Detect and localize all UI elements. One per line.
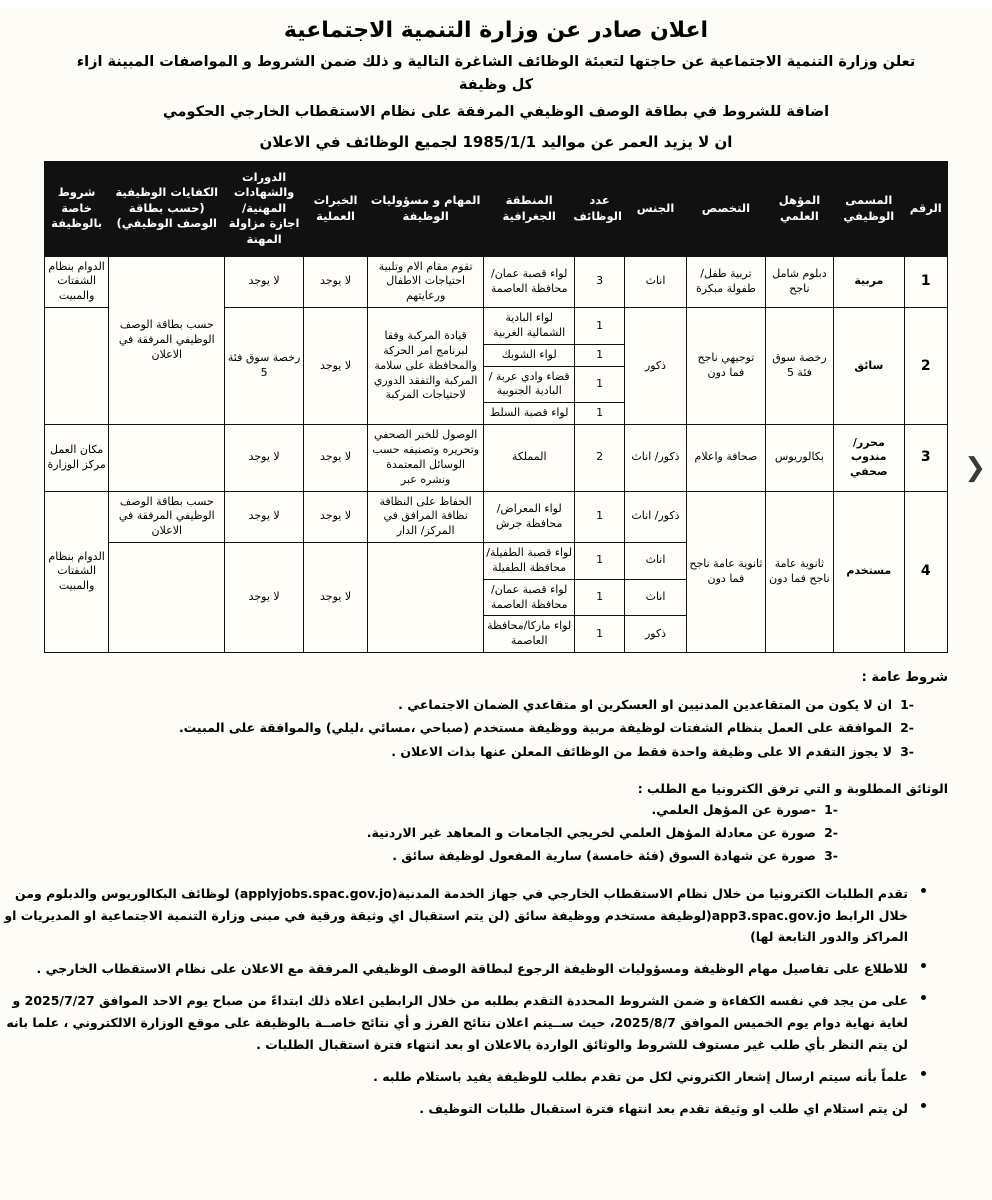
col-courses: الدورات والشهادات المهنية/اجازة مزاولة المهنة <box>225 161 304 256</box>
col-special-conditions: شروط خاصة بالوظيفة <box>45 161 109 256</box>
page-title: اعلان صادر عن وزارة التنمية الاجتماعية <box>283 18 709 43</box>
list-item <box>0 953 926 985</box>
list-item <box>44 821 838 844</box>
list-item <box>0 985 926 1061</box>
cell-gender: ذكور/ اناث <box>624 491 686 543</box>
table-row <box>45 425 948 491</box>
item-marker: -1 <box>824 801 838 817</box>
cell-vacancies: 1 <box>575 403 625 425</box>
cell-region: لواء قصبة عمان/محافظة العاصمة <box>484 256 575 308</box>
cell-region: لواء الشوبك <box>484 344 575 366</box>
item-text: الموافقة على العمل بنظام الشفتات لوظيفة مربية ووظيفة مستخدم (صباحي ،مسائي ،ليلي) والموافقة على المبيت. <box>178 720 892 736</box>
cell-vacancies: 1 <box>575 579 625 616</box>
col-job-title: المسمى الوظيفي <box>834 161 904 256</box>
jobs-table-wrapper <box>0 161 992 654</box>
item-marker: -1 <box>900 697 914 713</box>
cell-job-title: محرر/ مندوب صحفي <box>834 425 904 491</box>
cell-duties: تقوم مقام الام وتلبية احتياجات الاطفال ورعايتهم <box>368 256 484 308</box>
col-vacancies: عدد الوظائف <box>575 161 625 256</box>
item-text: لا يجوز التقدم الا على وظيفة واحدة فقط من الوظائف المعلن عنها بذات الاعلان . <box>391 743 892 759</box>
cell-region: قضاء وادي عربة /البادية الجنوبية <box>484 366 575 403</box>
cell-vacancies: 1 <box>575 308 625 345</box>
cell-experience: لا يوجد <box>303 491 367 543</box>
col-qualification: المؤهل العلمي <box>765 161 833 256</box>
cell-qualification: رخصة سوق فئة 5 <box>765 308 833 425</box>
list-item <box>44 740 914 763</box>
cell-gender: ذكور <box>624 308 686 425</box>
item-marker: -3 <box>900 743 914 759</box>
item-marker: -2 <box>900 720 914 736</box>
col-region: المنطقة الجغرافية <box>484 161 575 256</box>
item-text: لن يتم استلام اي طلب او وثيقة تقدم بعد انتهاء فترة استقبال طلبات التوظيف . <box>419 1100 908 1116</box>
list-item <box>44 693 914 716</box>
cell-courses: لا يوجد <box>225 425 304 491</box>
general-conditions-title: شروط عامة : <box>861 670 948 686</box>
bullet-icon <box>921 1103 926 1108</box>
item-text: -صورة عن المؤهل العلمي. <box>651 801 816 817</box>
cell-duties: قيادة المركبة وفقا لبرنامج امر الحركة والمحافظة على سلامة المركبة والتفقد الدوري لاحتياجات المركبة <box>368 308 484 425</box>
cell-region: المملكة <box>484 425 575 491</box>
cell-region: لواء قصبة عمان/محافظة العاصمة <box>484 579 575 616</box>
list-item <box>44 716 914 739</box>
top-spacer <box>0 0 992 8</box>
cell-vacancies: 1 <box>575 344 625 366</box>
list-item <box>44 798 838 821</box>
cell-number: 2 <box>904 308 947 425</box>
cell-number: 3 <box>904 425 947 491</box>
cell-gender: اناث <box>624 256 686 308</box>
cell-duties: الحفاظ على النظافة نظافة المرافق في المركز/ الدار <box>368 491 484 543</box>
cell-duties <box>368 543 484 653</box>
intro-line-2: اضافة للشروط في بطاقة الوصف الوظيفي المرفقة على نظام الاستقطاب الخارجي الحكومي <box>162 104 830 121</box>
cell-region: لواء البادية الشمالية الغربية <box>484 308 575 345</box>
cell-gender: ذكور/ اناث <box>624 425 686 491</box>
cell-region: لواء قصبة الطفيلة/ محافظة الطفيلة <box>484 543 575 580</box>
cell-specialty: توجيهي ناجح فما دون <box>687 308 766 425</box>
cell-courses: لا يوجد <box>225 256 304 308</box>
cell-competencies <box>109 425 225 491</box>
cell-experience: لا يوجد <box>303 256 367 308</box>
cell-vacancies: 3 <box>575 256 625 308</box>
intro-line-1: تعلن وزارة التنمية الاجتماعية عن حاجتها لتعبئة الوظائف الشاغرة التالية و ذلك ضمن الشروط و المواصفات المبينة ازاء كل وظيفة <box>76 54 916 94</box>
notes-bullet-list <box>0 878 992 1125</box>
cell-job-title: مستخدم <box>834 491 904 653</box>
cell-job-title: مربية <box>834 256 904 308</box>
cell-region: لواء قصبة السلط <box>484 403 575 425</box>
item-text: للاطلاع على تفاصيل مهام الوظيفة ومسؤوليات الوظيفة الرجوع لبطاقة الوصف الوظيفي المرفقة مع الاعلان على نظام الاستقطاب الخارجي . <box>36 961 908 977</box>
cell-experience: لا يوجد <box>303 425 367 491</box>
cell-number: 4 <box>904 491 947 653</box>
col-gender: الجنس <box>624 161 686 256</box>
table-row <box>45 491 948 543</box>
cell-special-conditions: مكان العمل مركز الوزارة <box>45 425 109 491</box>
cell-competencies: حسب بطاقة الوصف الوظيفي المرفقة في الاعلان <box>109 491 225 543</box>
cell-vacancies: 2 <box>575 425 625 491</box>
col-competencies: الكفايات الوظيفية (حسب بطاقة الوصف الوظيفي) <box>109 161 225 256</box>
cell-specialty: ثانوية عامة ناجح فما دون <box>687 491 766 653</box>
jobs-table <box>44 161 948 654</box>
item-text: صورة عن شهادة السوق (فئة خامسة) سارية المفعول لوظيفة سائق . <box>392 848 816 864</box>
item-text: صورة عن معادلة المؤهل العلمي لخريجي الجامعات و المعاهد غير الاردنية. <box>366 825 816 841</box>
cell-gender: اناث <box>624 543 686 580</box>
bullet-icon <box>921 995 926 1000</box>
col-specialty: التخصص <box>687 161 766 256</box>
cell-qualification: بكالوريوس <box>765 425 833 491</box>
general-conditions-section <box>0 653 992 769</box>
cell-special-conditions: الدوام بنظام الشفتات والمبيت <box>45 256 109 308</box>
cell-specialty: تربية طفل/ طفولة مبكرة <box>687 256 766 308</box>
item-marker: -2 <box>824 825 838 841</box>
cell-vacancies: 1 <box>575 366 625 403</box>
cell-courses: لا يوجد <box>225 543 304 653</box>
documents-title: الوثائق المطلوبة و التي ترفق الكترونيا مع الطلب : <box>637 780 948 796</box>
cell-region: لواء المعراض/محافظة جرش <box>484 491 575 543</box>
col-duties: المهام و مسؤوليات الوظيفة <box>368 161 484 256</box>
bullet-icon <box>921 963 926 968</box>
documents-section <box>0 798 992 868</box>
scroll-left-arrow-icon[interactable]: ❮ <box>964 453 986 483</box>
item-text: تقدم الطلبات الكترونيا من خلال نظام الاستقطاب الخارجي في جهاز الخدمة المدنية(applyjobs.spac.gov.jo) لوظائف البكالوريوس والدبلوم ومن خلال الرابط app3.spac.gov.jo(لوظيفة مستخدم ووظيفة سائق (لن يتم استقبال اي وثيقة ورقية في مبنى وزارة التنمية الاجتماعية او المديريات او المراكز والدور التابعة لها) <box>4 885 908 945</box>
list-item <box>0 1093 926 1125</box>
cell-job-title: سائق <box>834 308 904 425</box>
cell-specialty: صحافة واعلام <box>687 425 766 491</box>
cell-qualification: دبلوم شامل ناجح <box>765 256 833 308</box>
cell-gender: ذكور <box>624 616 686 653</box>
documents-list <box>44 798 872 868</box>
cell-experience: لا يوجد <box>303 308 367 425</box>
general-conditions-list <box>44 693 948 763</box>
item-text: علماً بأنه سيتم ارسال إشعار الكتروني لكل من تقدم بطلب للوظيفة يفيد باستلام طلبه . <box>373 1068 908 1084</box>
cell-number: 1 <box>904 256 947 308</box>
list-item <box>44 844 838 867</box>
cell-gender: اناث <box>624 579 686 616</box>
cell-experience: لا يوجد <box>303 543 367 653</box>
cell-duties: الوصول للخبر الصحفي وتحريره وتصنيفه حسب الوسائل المعتمدة ونشره عبر <box>368 425 484 491</box>
col-number: الرقم <box>904 161 947 256</box>
age-requirement: ان لا يزيد العمر عن مواليد 1985/1/1 لجميع الوظائف في الاعلان <box>259 132 733 151</box>
col-experience: الخبرات العملية <box>303 161 367 256</box>
cell-competencies: حسب بطاقة الوصف الوظيفي المرفقة في الاعلان <box>109 256 225 425</box>
list-item <box>0 1061 926 1093</box>
footer-spacer <box>0 1125 992 1143</box>
item-text: على من يجد في نفسه الكفاءة و ضمن الشروط المحددة التقدم بطلبه من خلال الرابطين اعلاه ذلك ابتداءً من صباح يوم الاحد الموافق 2025/7/27 و لغاية نهاية دوام يوم الخميس الموافق 2025/8/7، حيث ســيتم اعلان نتائج الفرز و أي نتائج خاصــة بالوظيفة على موقع الوزارة الالكتروني ، علما بانه لن يتم النظر بأي طلب غير مستوف للشروط والوثائق الواردة بالاعلان او بعد انتهاء فترة استقبال الطلبات . <box>6 993 908 1052</box>
cell-region: لواء ماركا/محافظة العاصمة <box>484 616 575 653</box>
cell-vacancies: 1 <box>575 616 625 653</box>
table-row <box>45 256 948 308</box>
list-item <box>0 878 926 954</box>
bullet-icon <box>921 888 926 893</box>
cell-vacancies: 1 <box>575 491 625 543</box>
table-header-row <box>45 161 948 256</box>
cell-courses: لا يوجد <box>225 491 304 543</box>
cell-vacancies: 1 <box>575 543 625 580</box>
item-marker: -3 <box>824 848 838 864</box>
cell-special-conditions <box>45 308 109 425</box>
cell-special-conditions: الدوام بنظام الشفتات والمبيت <box>45 491 109 653</box>
item-text: ان لا يكون من المتقاعدين المدنيين او العسكرين او متقاعدي الضمان الاجتماعي . <box>398 697 892 713</box>
bullet-icon <box>921 1071 926 1076</box>
cell-courses: رخصة سوق فئة 5 <box>225 308 304 425</box>
cell-competencies <box>109 543 225 653</box>
cell-qualification: ثانوية عامة ناجح فما دون <box>765 491 833 653</box>
